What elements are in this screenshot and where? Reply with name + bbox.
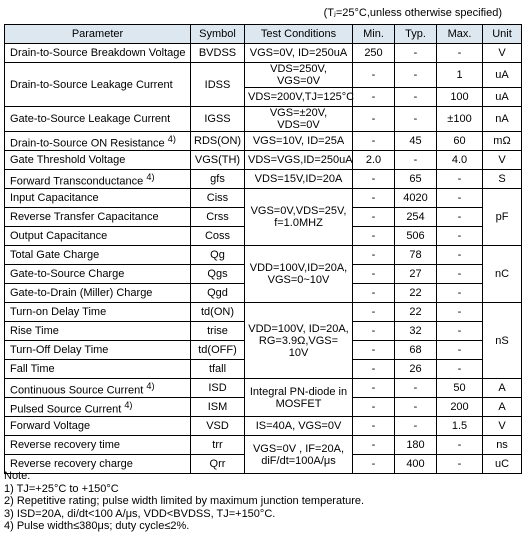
min-cell: - bbox=[353, 170, 395, 189]
param-cell bbox=[5, 170, 191, 189]
condition-cell: VDS=200V,TJ=125°C bbox=[245, 88, 353, 107]
max-cell: - bbox=[437, 246, 483, 265]
min-cell: - bbox=[353, 417, 395, 436]
typ-cell: - bbox=[395, 44, 437, 63]
symbol-cell: Qg bbox=[191, 246, 245, 265]
electrical-characteristics-table bbox=[4, 24, 522, 474]
typ-cell: - bbox=[395, 417, 437, 436]
table-row bbox=[5, 107, 522, 132]
max-cell: 200 bbox=[437, 398, 483, 417]
typ-cell: 27 bbox=[395, 265, 437, 284]
param-text: Forward Transconductance bbox=[10, 175, 144, 188]
table-row bbox=[5, 170, 522, 189]
min-cell: - bbox=[353, 88, 395, 107]
unit-cell: A bbox=[483, 398, 522, 417]
header-max: Max. bbox=[437, 25, 483, 44]
symbol-cell: gfs bbox=[191, 170, 245, 189]
note-item: 3) ISD=20A, di/dt<100 A/μs, VDD<BVDSS, TJ=+150°C. bbox=[4, 507, 276, 520]
table-row bbox=[5, 44, 522, 63]
table-row bbox=[5, 246, 522, 265]
condition-cell: VGS=10V, ID=25A bbox=[245, 132, 353, 151]
min-cell: - bbox=[353, 341, 395, 360]
max-cell: - bbox=[437, 208, 483, 227]
max-cell: - bbox=[437, 170, 483, 189]
typ-cell: 78 bbox=[395, 246, 437, 265]
typ-cell: - bbox=[395, 379, 437, 398]
max-cell: 60 bbox=[437, 132, 483, 151]
unit-cell: nA bbox=[483, 107, 522, 132]
param-cell: Rise Time bbox=[5, 322, 191, 341]
conditions-caption: (Tⱼ=25°C,unless otherwise specified) bbox=[323, 7, 502, 19]
footnote-ref: 4) bbox=[146, 380, 155, 391]
symbol-cell: Crss bbox=[191, 208, 245, 227]
unit-cell: V bbox=[483, 151, 522, 170]
condition-line: VDD=100V, ID=20A, bbox=[248, 322, 349, 335]
unit-cell: uC bbox=[483, 455, 522, 474]
param-cell: Input Capacitance bbox=[5, 189, 191, 208]
min-cell: - bbox=[353, 303, 395, 322]
symbol-cell: trr bbox=[191, 436, 245, 455]
max-cell: - bbox=[437, 227, 483, 246]
unit-cell-switching: nS bbox=[483, 303, 522, 379]
min-cell: - bbox=[353, 360, 395, 379]
condition-line: VGS=0V,VDS=25V, bbox=[250, 205, 347, 217]
typ-cell: 68 bbox=[395, 341, 437, 360]
condition-cell: IS=40A, VGS=0V bbox=[245, 417, 353, 436]
typ-cell: 32 bbox=[395, 322, 437, 341]
typ-cell: - bbox=[395, 398, 437, 417]
param-cell: Gate Threshold Voltage bbox=[5, 151, 191, 170]
typ-cell: 180 bbox=[395, 436, 437, 455]
condition-cell-reverse-recovery bbox=[245, 436, 353, 474]
condition-line: VGS=0V , IF=20A, bbox=[252, 442, 345, 455]
min-cell: - bbox=[353, 107, 395, 132]
min-cell: - bbox=[353, 265, 395, 284]
max-cell: 4.0 bbox=[437, 151, 483, 170]
table-row bbox=[5, 303, 522, 322]
table-row bbox=[5, 417, 522, 436]
condition-cell-gate-charge bbox=[245, 246, 353, 303]
typ-cell: 506 bbox=[395, 227, 437, 246]
symbol-cell: Qgs bbox=[191, 265, 245, 284]
min-cell: 250 bbox=[353, 44, 395, 63]
min-cell: - bbox=[353, 436, 395, 455]
symbol-cell: VGS(TH) bbox=[191, 151, 245, 170]
unit-cell: S bbox=[483, 170, 522, 189]
min-cell: - bbox=[353, 246, 395, 265]
min-cell: - bbox=[353, 398, 395, 417]
max-cell: - bbox=[437, 436, 483, 455]
condition-cell: VDS=250V, VGS=0V bbox=[245, 63, 353, 88]
unit-cell-gate-charge: nC bbox=[483, 246, 522, 303]
typ-cell: 4020 bbox=[395, 189, 437, 208]
header-row bbox=[5, 25, 522, 44]
symbol-cell: tfall bbox=[191, 360, 245, 379]
symbol-cell: IDSS bbox=[191, 63, 245, 107]
max-cell: - bbox=[437, 284, 483, 303]
param-cell: Forward Voltage bbox=[5, 417, 191, 436]
typ-cell: 400 bbox=[395, 455, 437, 474]
min-cell: - bbox=[353, 208, 395, 227]
condition-cell: VDS=15V,ID=20A bbox=[245, 170, 353, 189]
min-cell: - bbox=[353, 455, 395, 474]
param-cell bbox=[5, 132, 191, 151]
header-typ: Typ. bbox=[395, 25, 437, 44]
condition-cell: VGS=±20V, VDS=0V bbox=[245, 107, 353, 132]
param-cell: Reverse recovery time bbox=[5, 436, 191, 455]
table-row bbox=[5, 189, 522, 208]
header-test-conditions: Test Conditions bbox=[245, 25, 353, 44]
unit-cell: uA bbox=[483, 63, 522, 88]
table-row bbox=[5, 379, 522, 398]
symbol-cell: Qgd bbox=[191, 284, 245, 303]
typ-cell: 65 bbox=[395, 170, 437, 189]
table-row bbox=[5, 436, 522, 455]
param-cell: Turn-Off Delay Time bbox=[5, 341, 191, 360]
max-cell: - bbox=[437, 360, 483, 379]
note-item: 4) Pulse width≤380μs; duty cycle≤2%. bbox=[4, 520, 190, 532]
symbol-cell: IGSS bbox=[191, 107, 245, 132]
max-cell: 1 bbox=[437, 63, 483, 88]
symbol-cell: Coss bbox=[191, 227, 245, 246]
max-cell: - bbox=[437, 44, 483, 63]
condition-line: MOSFET bbox=[275, 397, 322, 410]
param-cell: Gate-to-Source Leakage Current bbox=[5, 107, 191, 132]
unit-cell-capacitance: pF bbox=[483, 189, 522, 246]
typ-cell: 22 bbox=[395, 303, 437, 322]
symbol-cell: ISD bbox=[191, 379, 245, 398]
notes-heading: Note: bbox=[4, 470, 31, 482]
table-row bbox=[5, 63, 522, 88]
symbol-cell: ISM bbox=[191, 398, 245, 417]
typ-cell: - bbox=[395, 88, 437, 107]
condition-cell: VGS=0V, ID=250uA bbox=[245, 44, 353, 63]
table-row bbox=[5, 132, 522, 151]
note-item: 2) Repetitive rating; pulse width limited by maximum junction temperature. bbox=[4, 495, 365, 507]
min-cell: - bbox=[353, 63, 395, 88]
footnote-ref: 4) bbox=[146, 171, 155, 182]
header-parameter: Parameter bbox=[5, 25, 191, 44]
unit-cell: ns bbox=[483, 436, 522, 455]
typ-cell: - bbox=[395, 151, 437, 170]
footnote-ref: 4) bbox=[167, 133, 176, 144]
condition-cell-capacitance bbox=[245, 189, 353, 246]
param-cell: Gate-to-Drain (Miller) Charge bbox=[5, 284, 191, 303]
notes-section bbox=[4, 470, 364, 533]
min-cell: - bbox=[353, 132, 395, 151]
param-cell bbox=[5, 398, 191, 417]
condition-cell-diode bbox=[245, 379, 353, 417]
param-text: Drain-to-Source ON Resistance bbox=[10, 137, 165, 150]
param-cell: Gate-to-Source Charge bbox=[5, 265, 191, 284]
param-cell: Total Gate Charge bbox=[5, 246, 191, 265]
max-cell: - bbox=[437, 341, 483, 360]
param-cell: Drain-to-Source Leakage Current bbox=[5, 63, 191, 107]
typ-cell: - bbox=[395, 63, 437, 88]
symbol-cell: td(ON) bbox=[191, 303, 245, 322]
condition-line: diF/dt=100A/μs bbox=[261, 454, 336, 467]
max-cell: - bbox=[437, 455, 483, 474]
min-cell: - bbox=[353, 284, 395, 303]
symbol-cell: Qrr bbox=[191, 455, 245, 474]
min-cell: - bbox=[353, 189, 395, 208]
header-symbol: Symbol bbox=[191, 25, 245, 44]
param-cell: Output Capacitance bbox=[5, 227, 191, 246]
condition-cell-switching bbox=[245, 303, 353, 379]
typ-cell: 254 bbox=[395, 208, 437, 227]
typ-cell: 45 bbox=[395, 132, 437, 151]
min-cell: 2.0 bbox=[353, 151, 395, 170]
symbol-cell: td(OFF) bbox=[191, 341, 245, 360]
symbol-cell: Ciss bbox=[191, 189, 245, 208]
symbol-cell: VSD bbox=[191, 417, 245, 436]
unit-cell: V bbox=[483, 417, 522, 436]
min-cell: - bbox=[353, 322, 395, 341]
unit-cell: mΩ bbox=[483, 132, 522, 151]
max-cell: 1.5 bbox=[437, 417, 483, 436]
symbol-cell: RDS(ON) bbox=[191, 132, 245, 151]
header-unit: Unit bbox=[483, 25, 522, 44]
table-row bbox=[5, 151, 522, 170]
condition-cell: VDS=VGS,ID=250uA bbox=[245, 151, 353, 170]
param-cell: Fall Time bbox=[5, 360, 191, 379]
param-cell bbox=[5, 379, 191, 398]
note-item: 1) TJ=+25°C to +150°C bbox=[4, 482, 119, 495]
condition-line: f=1.0MHZ bbox=[274, 217, 323, 229]
typ-cell: 22 bbox=[395, 284, 437, 303]
max-cell: 50 bbox=[437, 379, 483, 398]
condition-line: Integral PN-diode in bbox=[249, 385, 348, 398]
unit-cell: A bbox=[483, 379, 522, 398]
min-cell: - bbox=[353, 227, 395, 246]
footnote-ref: 4) bbox=[124, 399, 133, 410]
param-text: Continuous Source Current bbox=[10, 384, 144, 397]
condition-line: RG=3.9Ω,VGS= 10V bbox=[258, 334, 339, 359]
min-cell: - bbox=[353, 379, 395, 398]
param-cell: Reverse recovery charge bbox=[5, 455, 191, 474]
max-cell: ±100 bbox=[437, 107, 483, 132]
max-cell: - bbox=[437, 189, 483, 208]
typ-cell: 26 bbox=[395, 360, 437, 379]
max-cell: 100 bbox=[437, 88, 483, 107]
unit-cell: uA bbox=[483, 88, 522, 107]
param-cell: Turn-on Delay Time bbox=[5, 303, 191, 322]
typ-cell: - bbox=[395, 107, 437, 132]
param-cell: Reverse Transfer Capacitance bbox=[5, 208, 191, 227]
symbol-cell: BVDSS bbox=[191, 44, 245, 63]
param-cell: Drain-to-Source Breakdown Voltage bbox=[5, 44, 191, 63]
unit-cell: V bbox=[483, 44, 522, 63]
param-text: Pulsed Source Current bbox=[10, 403, 122, 416]
condition-line: VDD=100V,ID=20A, bbox=[249, 262, 348, 274]
header-min: Min. bbox=[353, 25, 395, 44]
max-cell: - bbox=[437, 303, 483, 322]
symbol-cell: trise bbox=[191, 322, 245, 341]
max-cell: - bbox=[437, 265, 483, 284]
max-cell: - bbox=[437, 322, 483, 341]
condition-line: VGS=0~10V bbox=[267, 274, 330, 286]
